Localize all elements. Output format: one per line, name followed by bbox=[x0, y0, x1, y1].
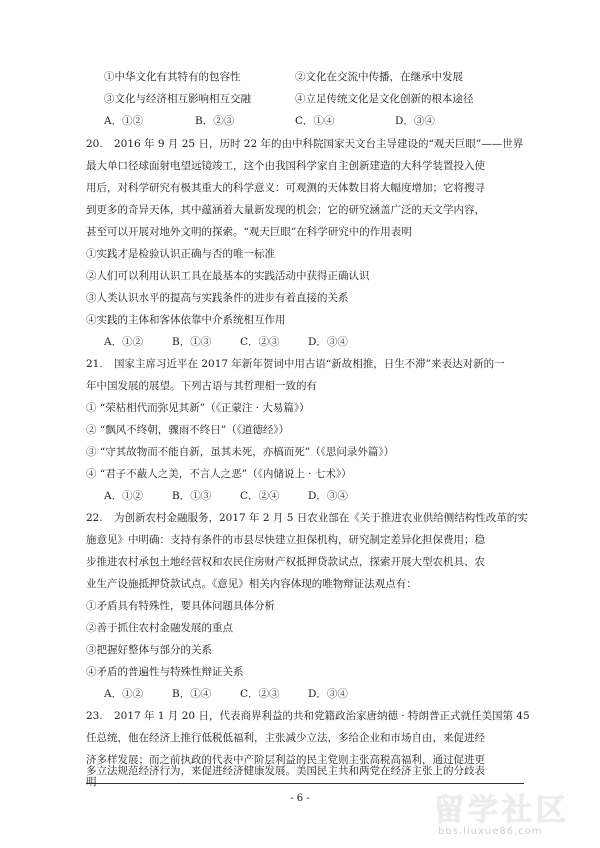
watermark-url: bbs.liuxue86.com bbox=[438, 826, 543, 837]
q22-number: 22. bbox=[86, 512, 103, 524]
q22-choice-d: D．③④ bbox=[308, 688, 348, 700]
prev-item-3: ③文化与经济相互影响相互交融 bbox=[104, 93, 251, 105]
q22-line-3: 步推进农村承包土地经营权和农民住房财产权抵押贷款试点，探索开展大型农机具、农 bbox=[86, 556, 485, 568]
q22-line-4: 业生产设施抵押贷款试点。《意见》相关内容体现的唯物辩证法观点有： bbox=[86, 578, 417, 590]
q22-item-2: ②善于抓住农村金融发展的重点 bbox=[86, 622, 233, 634]
q23-line-1: 23. 2017 年 1 月 20 日，代表商界利益的共和党籍政治家唐纳德 · 特朗普正式就任美国第 45 bbox=[86, 710, 530, 722]
q20-number: 20. bbox=[86, 138, 103, 150]
footer-divider bbox=[86, 783, 524, 784]
q23-line-5: 明 bbox=[86, 776, 97, 788]
prev-item-2: ②文化在交流中传播，在继承中发展 bbox=[295, 71, 463, 83]
q21-number: 21. bbox=[86, 358, 103, 370]
prev-item-4: ④立足传统文化是文化创新的根本途径 bbox=[295, 93, 474, 105]
q21-line-2: 年中国发展的展望。下列古语与其哲理相一致的有 bbox=[86, 380, 317, 392]
q22-choice-b: B．①④ bbox=[172, 688, 212, 700]
page-number: - 6 - bbox=[290, 793, 310, 804]
q20-choice-d: D．③④ bbox=[308, 336, 348, 348]
prev-choice-d: D．③④ bbox=[395, 115, 435, 127]
prev-choice-c: C．①④ bbox=[295, 115, 335, 127]
q20-item-2: ②人们可以利用认识工具在最基本的实践活动中获得正确认识 bbox=[86, 270, 370, 282]
q21-choice-d: D．③④ bbox=[308, 490, 348, 502]
q21-item-3: ③ “守其故物而不能自新，虽其未死，亦槁而死”（《思问录外篇》） bbox=[86, 446, 395, 458]
q20-item-1: ①实践才是检验认识正确与否的唯一标准 bbox=[86, 248, 275, 260]
q20-item-3: ③人类认识水平的提高与实践条件的进步有着直接的关系 bbox=[86, 292, 349, 304]
watermark-logo bbox=[432, 790, 590, 826]
q21-choice-c: C．②④ bbox=[240, 490, 280, 502]
q23-line-4: 多立法规范经济行为，来促进经济健康发展。美国民主共和两党在经济主张上的分歧表 bbox=[86, 765, 485, 777]
q22-item-3: ③把握好整体与部分的关系 bbox=[86, 644, 212, 656]
q20-choice-a: A．①② bbox=[104, 336, 144, 348]
q21-choice-b: B．①③ bbox=[172, 490, 212, 502]
q22-choice-a: A．①② bbox=[104, 688, 144, 700]
q21-line-1: 21. 国家主席习近平在 2017 年新年贺词中用古语“新故相推，日生不滞”来表达对新的一 bbox=[86, 358, 505, 370]
prev-choice-a: A．①② bbox=[104, 115, 144, 127]
q23-number: 23. bbox=[86, 710, 103, 722]
q20-choice-b: B．①③ bbox=[172, 336, 212, 348]
q20-line-1: 20. 2016 年 9 月 25 日，历时 22 年的由中科院国家天文台主导建设的“观天巨眼”——世界 bbox=[86, 138, 524, 150]
svg-text:留学社区: 留学社区 bbox=[434, 793, 570, 826]
q21-item-2: ② “飘风不终朝，骤雨不终日”（《道德经》） bbox=[86, 424, 290, 436]
q21-item-1: ① “荣枯相代而弥见其新”（《正蒙注 · 大易篇》） bbox=[86, 402, 310, 414]
prev-item-1: ①中华文化有其特有的包容性 bbox=[104, 71, 241, 83]
q22-choice-c: C．②③ bbox=[240, 688, 280, 700]
q21-choice-a: A．①② bbox=[104, 490, 144, 502]
q22-line-2: 施意见》中明确：支持有条件的市县尽快建立担保机构，研究制定差异化担保费用；稳 bbox=[86, 534, 485, 546]
q22-item-1: ①矛盾具有特殊性，要具体问题具体分析 bbox=[86, 600, 275, 612]
q20-line-2: 最大单口径球面射电望远镜竣工，这个由我国科学家自主创新建造的大科学装置投入使 bbox=[86, 160, 485, 172]
q20-line-4: 到更多的奇异天体，其中蕴涵着大量新发现的机会；它的研究涵盖广泛的天文学内容， bbox=[86, 204, 485, 216]
q20-item-4: ④实践的主体和客体依靠中介系统相互作用 bbox=[86, 314, 286, 326]
q23-line-2: 任总统，他在经济上推行低税低福利，主张减少立法，多给企业和市场自由，来促进经 bbox=[86, 732, 485, 744]
prev-choice-b: B．②③ bbox=[195, 115, 235, 127]
q23-line-3: 济多样发展；而之前执政的代表中产阶层利益的民主党则主张高税高福利，通过促进更 bbox=[86, 754, 485, 766]
q20-choice-c: C．②③ bbox=[240, 336, 280, 348]
watermark bbox=[432, 790, 590, 842]
q20-line-5: 甚至可以开展对地外文明的探索。“观天巨眼”在科学研究中的作用表明 bbox=[86, 226, 412, 238]
q21-item-4: ④ “君子不蔽人之美，不言人之恶”（《内储说上 · 七术》） bbox=[86, 468, 352, 480]
q22-line-1: 22. 为创新农村金融服务，2017 年 2 月 5 日农业部在《关于推进农业供给侧结构性改革的实 bbox=[86, 512, 528, 524]
q22-item-4: ④矛盾的普遍性与特殊性辩证关系 bbox=[86, 666, 244, 678]
q20-line-3: 用后，对科学研究有极其重大的科学意义：可观测的天体数目将大幅度增加；它将搜寻 bbox=[86, 182, 485, 194]
